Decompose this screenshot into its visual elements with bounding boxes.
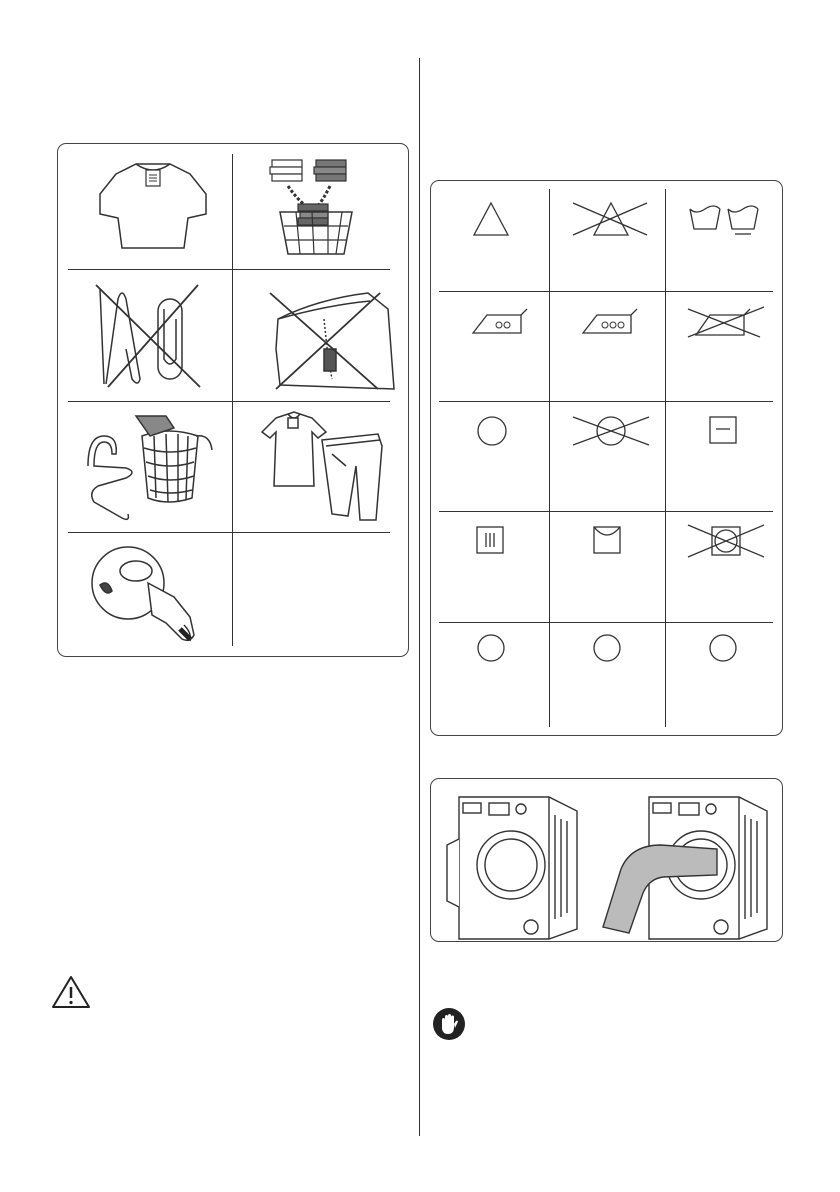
no-open-zipper-icon — [248, 279, 398, 394]
circle-icon — [476, 633, 506, 663]
bleach-triangle-icon — [471, 199, 511, 239]
stop-hand-icon — [432, 1007, 466, 1041]
washer-open-door-icon — [445, 789, 585, 939]
no-iron-icon — [686, 303, 766, 341]
washer-loading-laundry-icon — [601, 789, 776, 939]
care-symbols-panel — [430, 180, 783, 736]
symbols-grid-vline — [549, 189, 550, 727]
panel-grid-hline — [68, 401, 390, 402]
hooks-and-basket-icon — [78, 406, 228, 526]
line-dry-icon — [708, 415, 738, 445]
no-pins-icon — [78, 279, 228, 394]
tshirt-and-trousers-icon — [248, 406, 398, 526]
shirt-with-label-icon — [78, 156, 228, 261]
laundry-preparation-panel — [57, 143, 409, 657]
panel-grid-hline — [68, 532, 390, 533]
symbols-grid-hline — [439, 511, 773, 512]
warning-triangle-icon — [50, 974, 92, 1010]
no-dry-clean-icon — [571, 413, 651, 449]
dry-flat-icon — [592, 525, 622, 555]
washer-loading-panel — [430, 778, 783, 942]
no-tumble-dry-icon — [686, 521, 766, 561]
panel-grid-hline — [68, 269, 390, 270]
drum-and-sock-icon — [78, 539, 228, 649]
circle-icon — [708, 633, 738, 663]
dry-clean-circle-icon — [476, 415, 508, 447]
circle-icon — [592, 633, 622, 663]
panel-grid-vline — [232, 154, 233, 646]
symbols-grid-hline — [439, 291, 773, 292]
iron-two-dots-icon — [469, 307, 531, 335]
drip-dry-icon — [475, 525, 505, 555]
wash-tubs-icon — [686, 203, 766, 239]
symbols-grid-hline — [439, 622, 773, 623]
column-divider — [419, 58, 420, 1136]
iron-three-dots-icon — [579, 307, 641, 335]
symbols-grid-vline — [665, 189, 666, 727]
symbols-grid-hline — [439, 401, 773, 402]
no-bleach-icon — [571, 199, 651, 239]
sort-laundry-basket-icon — [248, 154, 398, 264]
